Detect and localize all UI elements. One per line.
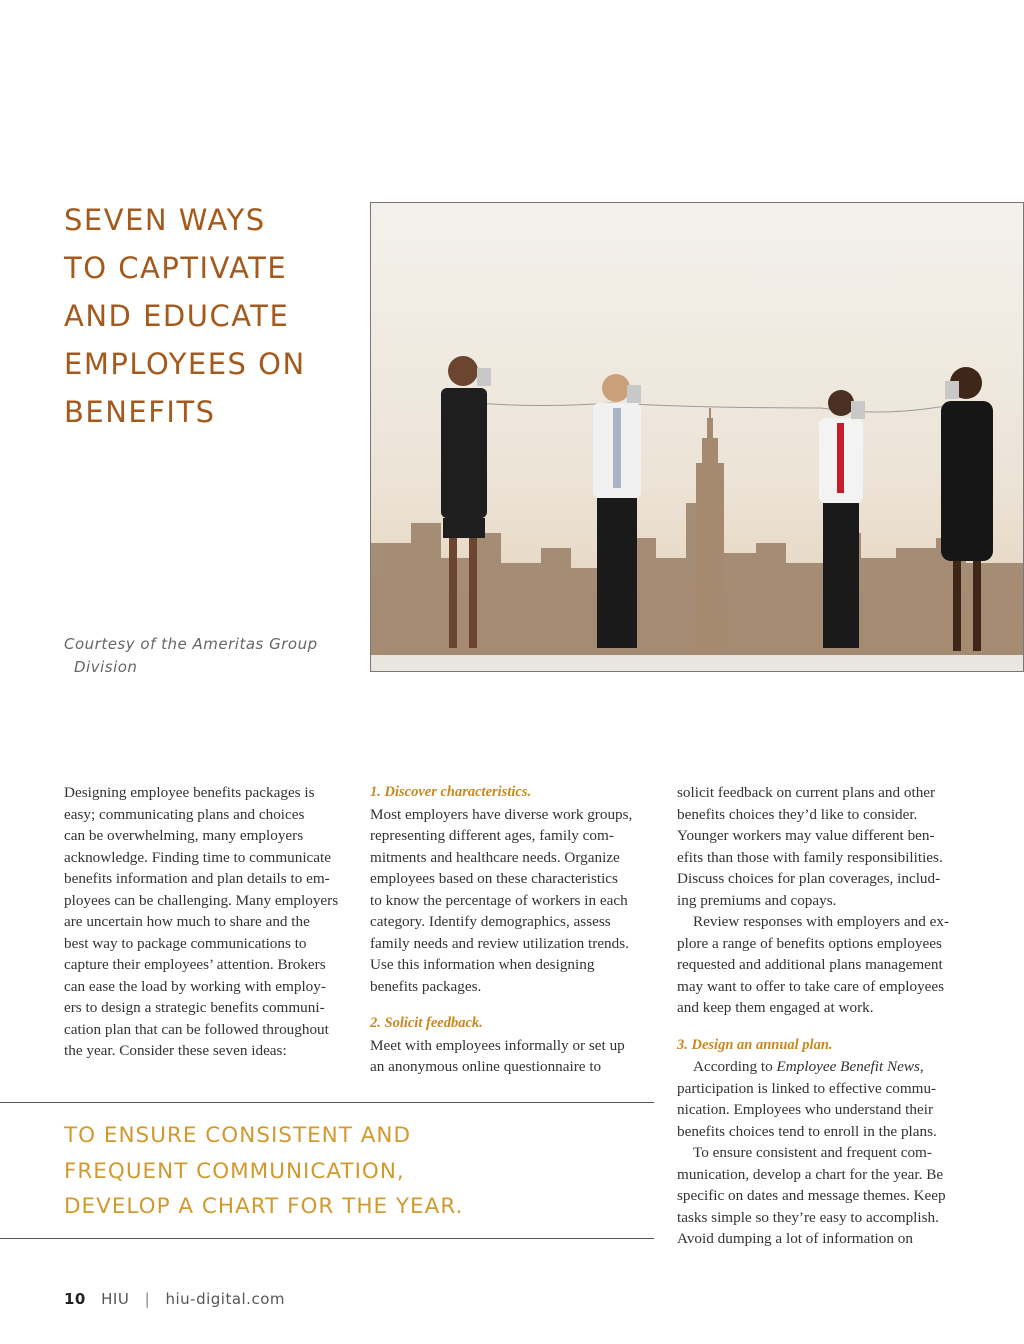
text-line: may want to offer to take care of employees [677,977,945,995]
title-line: SEVEN WAYS [64,203,266,237]
caption-line: Courtesy of the Ameritas Group [64,635,318,653]
text-line: employees based on these characteristics [370,870,618,887]
text-line: mitments and healthcare needs. Organize [370,848,620,866]
text-line: Avoid dumping a lot of information on [677,1230,913,1247]
title-line: BENEFITS [64,395,216,429]
article-column-2 [370,782,652,1078]
paragraph-chart [677,1142,959,1250]
text-line: Review responses with employers and ex- [693,913,950,930]
page-number: 10 [64,1290,86,1308]
text-line: and keep them engaged at work. [677,999,874,1016]
page-footer [64,1290,285,1308]
footer-separator: | [144,1290,151,1308]
text-line: nication. Employees who understand their [677,1101,934,1118]
caption-line: Division [74,658,138,676]
pull-quote-line: DEVELOP A CHART FOR THE YEAR. [64,1194,464,1219]
article-column-1 [64,782,346,1062]
text-line: the year. Consider these seven ideas: [64,1042,287,1059]
article-title [64,196,354,436]
title-line: TO CAPTIVATE [64,251,288,285]
text-line: specific on dates and message themes. Keep [677,1187,946,1204]
text-line: category. Identify demographics, assess [370,913,611,930]
paragraph-discover [370,804,652,998]
hero-photo [370,202,1024,672]
pull-quote-bottom-rule [0,1238,654,1239]
text-line: benefits information and plan details to em- [64,870,330,887]
text-line: efits than those with family responsibilities. [677,848,943,866]
paragraph-solicit [370,1035,652,1078]
text-line: representing different ages, family com- [370,827,614,844]
text-line: can be overwhelming, many employers [64,827,304,844]
paragraph-annual-plan [677,1056,959,1142]
text-line: cation plan that can be followed throughout [64,1020,329,1038]
text-line: benefits choices tend to enroll in the plans. [677,1122,937,1140]
text-line: tasks simple so they’re easy to accomplish. [677,1208,939,1226]
text-line: Most employers have diverse work groups, [370,805,633,823]
website-link[interactable]: hiu-digital.com [165,1290,285,1308]
text-line: Younger workers may value different ben- [677,827,935,844]
text-line: requested and additional plans management [677,956,943,973]
subheading-discover: 1. Discover characteristics. [370,784,532,800]
text-line: Designing employee benefits packages is [64,784,315,801]
text-line: to know the percentage of workers in each [370,891,628,909]
pull-quote-line: FREQUENT COMMUNICATION, [64,1158,405,1184]
rooftop-photo-illustration [371,203,1024,672]
title-line: AND EDUCATE [64,299,290,333]
text-line: participation is linked to effective commu- [677,1079,937,1097]
title-line: EMPLOYEES ON [64,347,306,381]
text-line: are uncertain how much to share and the [64,913,310,930]
text-fragment: , [919,1058,924,1075]
paragraph-review [677,911,959,1019]
text-line: benefits packages. [370,977,482,995]
text-line: ing premiums and copays. [677,891,837,909]
pull-quote-top-rule [0,1102,654,1103]
text-line: munication, develop a chart for the year. Be [677,1165,944,1183]
photo-caption [64,633,344,679]
text-line: acknowledge. Finding time to communicate [64,848,331,866]
subheading-annual-plan: 3. Design an annual plan. [677,1036,833,1053]
text-line: To ensure consistent and frequent com- [693,1144,932,1161]
text-fragment: According to [693,1058,777,1075]
text-line: can ease the load by working with employ- [64,977,326,995]
article-column-3 [677,782,959,1250]
text-line: best way to package communications to [64,934,307,952]
text-line: family needs and review utilization trends. [370,934,629,952]
text-line: capture their employees’ attention. Brokers [64,956,326,973]
text-line: solicit feedback on current plans and other [677,784,936,801]
pull-quote-line: TO ENSURE CONSISTENT AND [64,1123,412,1148]
text-line: Use this information when designing [370,956,595,973]
magazine-name: HIU [101,1290,130,1308]
text-line: Meet with employees informally or set up [370,1036,625,1054]
paragraph-solicit-cont [677,782,959,911]
text-line: ployees can be challenging. Many employers [64,891,339,909]
intro-paragraph [64,782,346,1062]
subheading-solicit: 2. Solicit feedback. [370,1015,483,1031]
text-line: Discuss choices for plan coverages, includ- [677,870,941,887]
text-line: an anonymous online questionnaire to [370,1058,602,1075]
publication-name: Employee Benefit News [776,1058,920,1075]
text-line: benefits choices they’d like to consider. [677,805,918,823]
text-line: easy; communicating plans and choices [64,805,305,823]
pull-quote [64,1118,564,1225]
text-line: plore a range of benefits options employees [677,934,942,952]
text-line: ers to design a strategic benefits communi- [64,999,325,1016]
